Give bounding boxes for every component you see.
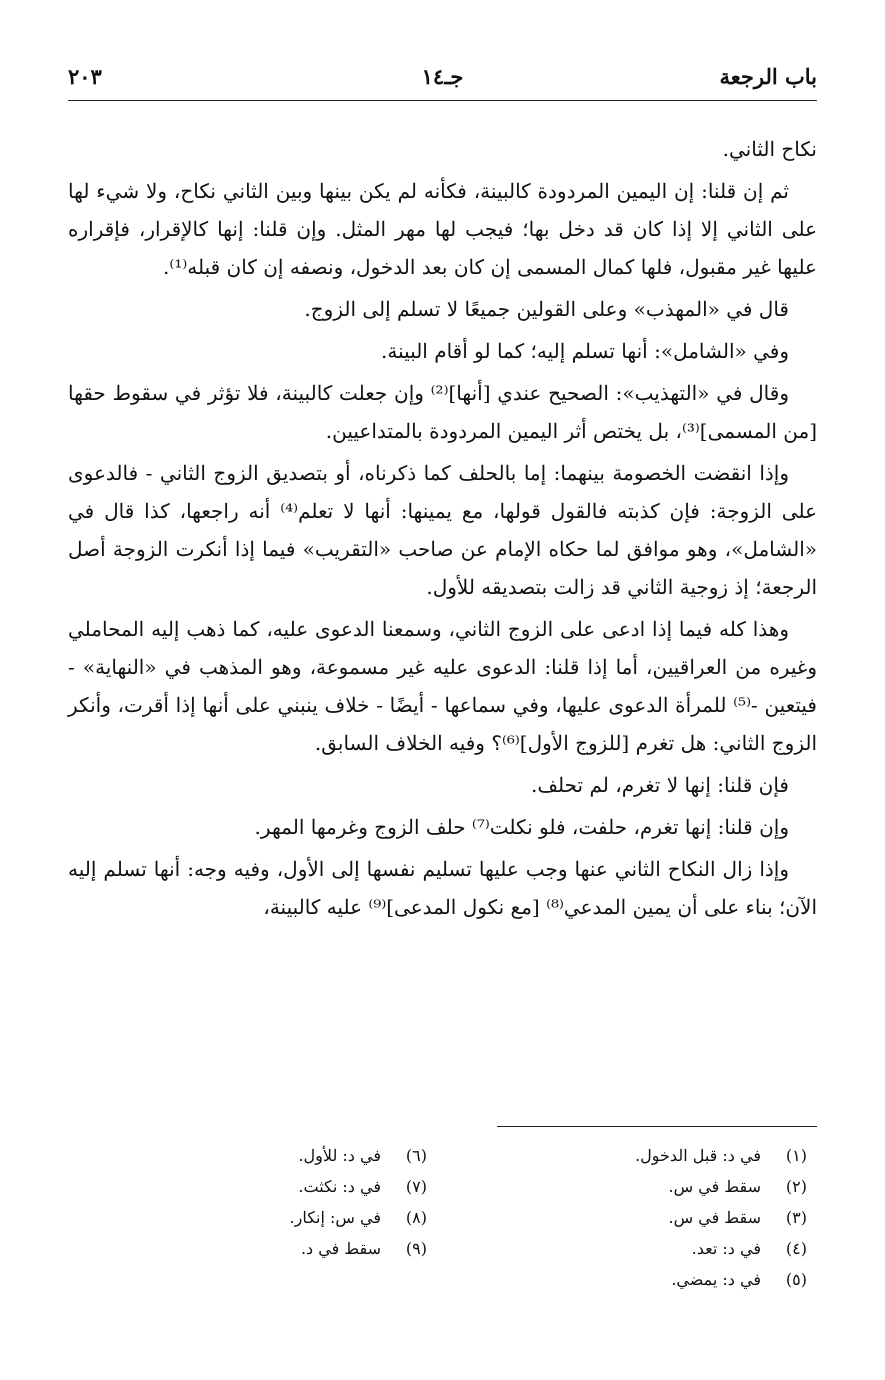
footnote-number: (٢) [785,1177,807,1196]
footnote [477,1140,807,1171]
footnote [477,1171,807,1202]
footnote [97,1202,427,1233]
paragraph: قال في «المهذب» وعلى القولين جميعًا لا تسلم إلى الزوج. [304,297,789,321]
paragraph: وقال في «التهذيب»: الصحيح عندي [أنها]⁽²⁾ وإن جعلت كالبينة، فلا تؤثر في سقوط حقها [من المسمى]⁽³⁾، بل يختص أثر اليمين المردودة بالمتداعيين. [68,381,817,443]
footnote [477,1264,807,1295]
footnote-number: (٨) [405,1208,427,1227]
footnote-text: سقط في س. [668,1208,761,1227]
paragraph: وفي «الشامل»: أنها تسلم إليه؛ كما لو أقام البينة. [381,339,789,363]
footnote-number: (٤) [785,1239,807,1258]
footnote-number: (٦) [405,1146,427,1165]
header-divider [68,100,817,101]
footnote-number: (٩) [405,1239,427,1258]
footnote-text: في د: تعد. [691,1239,761,1258]
footnote-number: (٧) [405,1177,427,1196]
footnote [97,1140,427,1171]
running-header [68,60,817,96]
footnote-text: في د: للأول. [298,1146,381,1165]
paragraph: فإن قلنا: إنها لا تغرم، لم تحلف. [530,773,789,797]
footnote [477,1233,807,1264]
paragraph: وإذا زال النكاح الثاني عنها وجب عليها تسليم نفسها إلى الأول، وفيه وجه: أنها تسلم إليه الآن؛ بناء على أن يمين المدعي⁽⁸⁾ [مع نكول المدعى]⁽⁹⁾ عليه كالبينة، [68,857,817,919]
footnote [477,1202,807,1233]
volume-number: جـ١٤ [421,64,464,89]
chapter-title: باب الرجعة [719,64,817,89]
paragraph: وإن قلنا: إنها تغرم، حلفت، فلو نكلت⁽⁷⁾ حلف الزوج وغرمها المهر. [254,815,789,839]
main-text [68,130,817,930]
footnote-number: (٥) [785,1270,807,1289]
paragraph: وإذا انقضت الخصومة بينهما: إما بالحلف كما ذكرناه، أو بتصديق الزوج الثاني - فالدعوى على الزوجة: فإن كذبته فالقول قولها، مع يمينها: أنها لا تعلم⁽⁴⁾ أنه راجعها، كذا قال في «الشامل»، وهو موافق لما حكاه الإمام عن صاحب «التقريب» فيما إذا أنكرت الزوجة أصل الرجعة؛ إذ زوجية الثاني قد زالت بتصديقه للأول. [68,461,818,599]
footnotes [68,1140,817,1310]
footnote-number: (١) [785,1146,807,1165]
footnotes-column-left [97,1140,427,1264]
footnote-text: سقط في س. [668,1177,761,1196]
page-number: ٢٠٣ [68,64,102,89]
footnote-text: في د: نكثت. [298,1177,381,1196]
footnote-text: في س: إنكار. [289,1208,381,1227]
footnote [97,1171,427,1202]
footnote-text: في د: قبل الدخول. [635,1146,761,1165]
paragraph: ثم إن قلنا: إن اليمين المردودة كالبينة، فكأنه لم يكن بينها وبين الثاني نكاح، ولا شيء لها على الثاني إلا إذا كان قد دخل بها؛ فيجب لها مهر المثل. وإن قلنا: إنها كالإقرار، فإقراره عليها غير مقبول، فلها كمال المسمى إن كان بعد الدخول، ونصفه إن كان قبله⁽¹⁾. [68,179,817,279]
paragraph: وهذا كله فيما إذا ادعى على الزوج الثاني، وسمعنا الدعوى عليه، كما ذهب إليه المحاملي وغيره من العراقيين، أما إذا قلنا: الدعوى عليه غير مسموعة، وهو المذهب في «النهاية» - فيتعين -⁽⁵⁾ للمرأة الدعوى عليها، وفي سماعها - أيضًا - خلاف ينبني على أنها إذا أقرت، وأنكر الزوج الثاني: هل تغرم [للزوج الأول]⁽⁶⁾؟ وفيه الخلاف السابق. [68,617,817,755]
footnote [97,1233,427,1264]
footnote-text: في د: يمضي. [671,1270,761,1289]
footnote-number: (٣) [785,1208,807,1227]
paragraph: نكاح الثاني. [722,137,817,161]
footnote-text: سقط في د. [300,1239,381,1258]
footnotes-column-right [477,1140,807,1295]
footnote-divider [497,1126,817,1127]
